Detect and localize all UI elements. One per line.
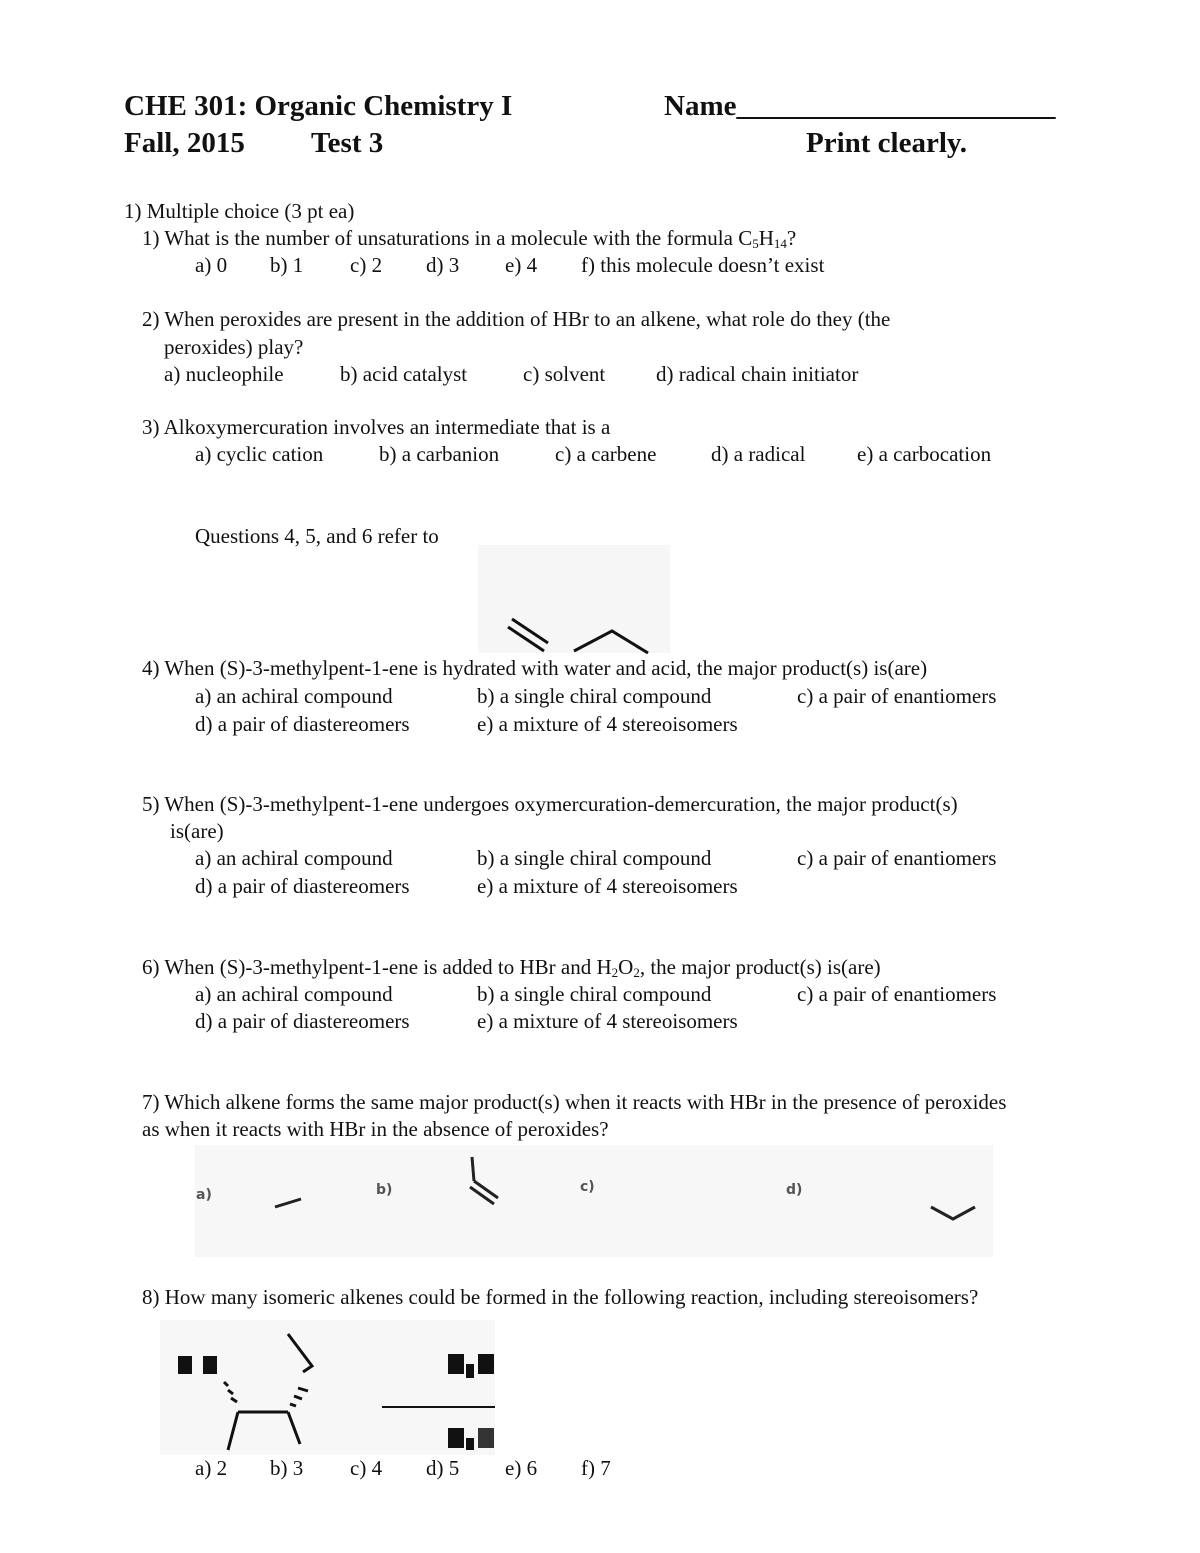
reagent-block xyxy=(448,1428,464,1448)
q5-option: b) a single chiral compound xyxy=(477,846,712,870)
q4-stem: 4) When (S)-3-methylpent-1-ene is hydrated with water and acid, the major product(s) is(are) xyxy=(142,656,928,680)
q8-option: f) 7 xyxy=(581,1456,611,1480)
q6-subscript-o: 2 xyxy=(633,965,640,980)
q2-option: c) solvent xyxy=(523,362,606,386)
q5-option: d) a pair of diastereomers xyxy=(195,874,410,898)
alkene-label-d: d) xyxy=(786,1182,803,1198)
substituent-block xyxy=(203,1356,217,1374)
q8-option: e) 6 xyxy=(505,1456,538,1480)
q6-option: c) a pair of enantiomers xyxy=(797,982,997,1006)
q5-stem-line1: 5) When (S)-3-methylpent-1-ene undergoes oxymercuration-demercuration, the major product(s) xyxy=(142,792,958,816)
term-label: Fall, 2015 xyxy=(124,127,245,159)
q1-subscript-h: 14 xyxy=(773,236,787,251)
q6-stem-end: , the major product(s) is(are) xyxy=(639,955,881,979)
section-heading: 1) Multiple choice (3 pt ea) xyxy=(124,199,355,223)
q8-option: d) 5 xyxy=(426,1456,460,1480)
figure-background xyxy=(160,1320,495,1455)
q8-option: a) 2 xyxy=(195,1456,228,1480)
q5-stem-line2: is(are) xyxy=(170,819,224,843)
hashed-wedge xyxy=(290,1404,296,1406)
q3-option: b) a carbanion xyxy=(379,442,500,466)
name-field-label: Name______________________ xyxy=(664,90,1056,122)
alkene-label-b: b) xyxy=(376,1182,393,1198)
q5-option: a) an achiral compound xyxy=(195,846,393,870)
reagent-block xyxy=(478,1354,494,1374)
shared-reference-text: Questions 4, 5, and 6 refer to xyxy=(195,524,439,548)
q8-option: c) 4 xyxy=(350,1456,383,1480)
q1-option: e) 4 xyxy=(505,253,538,277)
q6-option: b) a single chiral compound xyxy=(477,982,712,1006)
q2-stem-line2: peroxides) play? xyxy=(164,335,304,359)
q2-option: a) nucleophile xyxy=(164,362,284,386)
q1-option: d) 3 xyxy=(426,253,460,277)
q6-subscript-h: 2 xyxy=(611,965,619,980)
course-title: CHE 301: Organic Chemistry I xyxy=(124,90,513,122)
alkene-b-line xyxy=(472,1157,474,1181)
test-label: Test 3 xyxy=(311,127,384,159)
q2-option: b) acid catalyst xyxy=(340,362,468,386)
q4-option: c) a pair of enantiomers xyxy=(797,684,997,708)
q1-stem-end: ? xyxy=(786,226,797,250)
q7-stem-line2: as when it reacts with HBr in the absence of peroxides? xyxy=(142,1117,609,1141)
figure-background xyxy=(478,545,670,653)
q1-stem-text: 1) What is the number of unsaturations in a molecule with the formula C xyxy=(142,226,753,250)
q6-option: a) an achiral compound xyxy=(195,982,393,1006)
alkene-choices-figure xyxy=(195,1145,995,1260)
q3-option: c) a carbene xyxy=(555,442,657,466)
q4-option: d) a pair of diastereomers xyxy=(195,712,410,736)
q7-stem-line1: 7) Which alkene forms the same major product(s) when it reacts with HBr in the presence of peroxides xyxy=(142,1090,1007,1114)
reaction-scheme-figure xyxy=(160,1320,500,1460)
q6-option: d) a pair of diastereomers xyxy=(195,1009,410,1033)
substituent-block xyxy=(178,1356,192,1374)
q8-option: b) 3 xyxy=(270,1456,304,1480)
q2-stem-line1: 2) When peroxides are present in the addition of HBr to an alkene, what role do they (the xyxy=(142,307,891,331)
q1-subscript-c: 5 xyxy=(752,236,759,251)
q1-option: c) 2 xyxy=(350,253,383,277)
figure-background xyxy=(195,1145,993,1257)
q4-option: e) a mixture of 4 stereoisomers xyxy=(477,712,738,736)
q8-stem: 8) How many isomeric alkenes could be formed in the following reaction, including stereoisomers? xyxy=(142,1285,979,1309)
q2-option: d) radical chain initiator xyxy=(656,362,859,386)
reagent-block xyxy=(466,1438,474,1450)
reagent-block xyxy=(478,1428,494,1448)
q3-option: e) a carbocation xyxy=(857,442,992,466)
molecule-structure-figure xyxy=(478,545,678,655)
q4-option: b) a single chiral compound xyxy=(477,684,712,708)
q1-stem xyxy=(142,226,796,251)
q1-option: f) this molecule doesn’t exist xyxy=(581,253,825,277)
q1-option: a) 0 xyxy=(195,253,228,277)
alkene-label-c: c) xyxy=(580,1179,595,1195)
q6-stem xyxy=(142,955,881,980)
q3-option: a) cyclic cation xyxy=(195,442,324,466)
q6-stem-text: 6) When (S)-3-methylpent-1-ene is added to HBr and H xyxy=(142,955,612,979)
print-instruction: Print clearly. xyxy=(806,127,968,159)
q6-option: e) a mixture of 4 stereoisomers xyxy=(477,1009,738,1033)
q1-option: b) 1 xyxy=(270,253,304,277)
q5-option: c) a pair of enantiomers xyxy=(797,846,997,870)
reagent-block xyxy=(466,1364,474,1378)
reagent-block xyxy=(448,1354,464,1374)
q3-stem: 3) Alkoxymercuration involves an intermediate that is a xyxy=(142,415,611,439)
q1-stem-h: H xyxy=(758,226,774,250)
q5-option: e) a mixture of 4 stereoisomers xyxy=(477,874,738,898)
q4-option: a) an achiral compound xyxy=(195,684,393,708)
alkene-label-a: a) xyxy=(196,1187,212,1203)
q6-stem-o: O xyxy=(618,955,634,979)
q3-option: d) a radical xyxy=(711,442,806,466)
